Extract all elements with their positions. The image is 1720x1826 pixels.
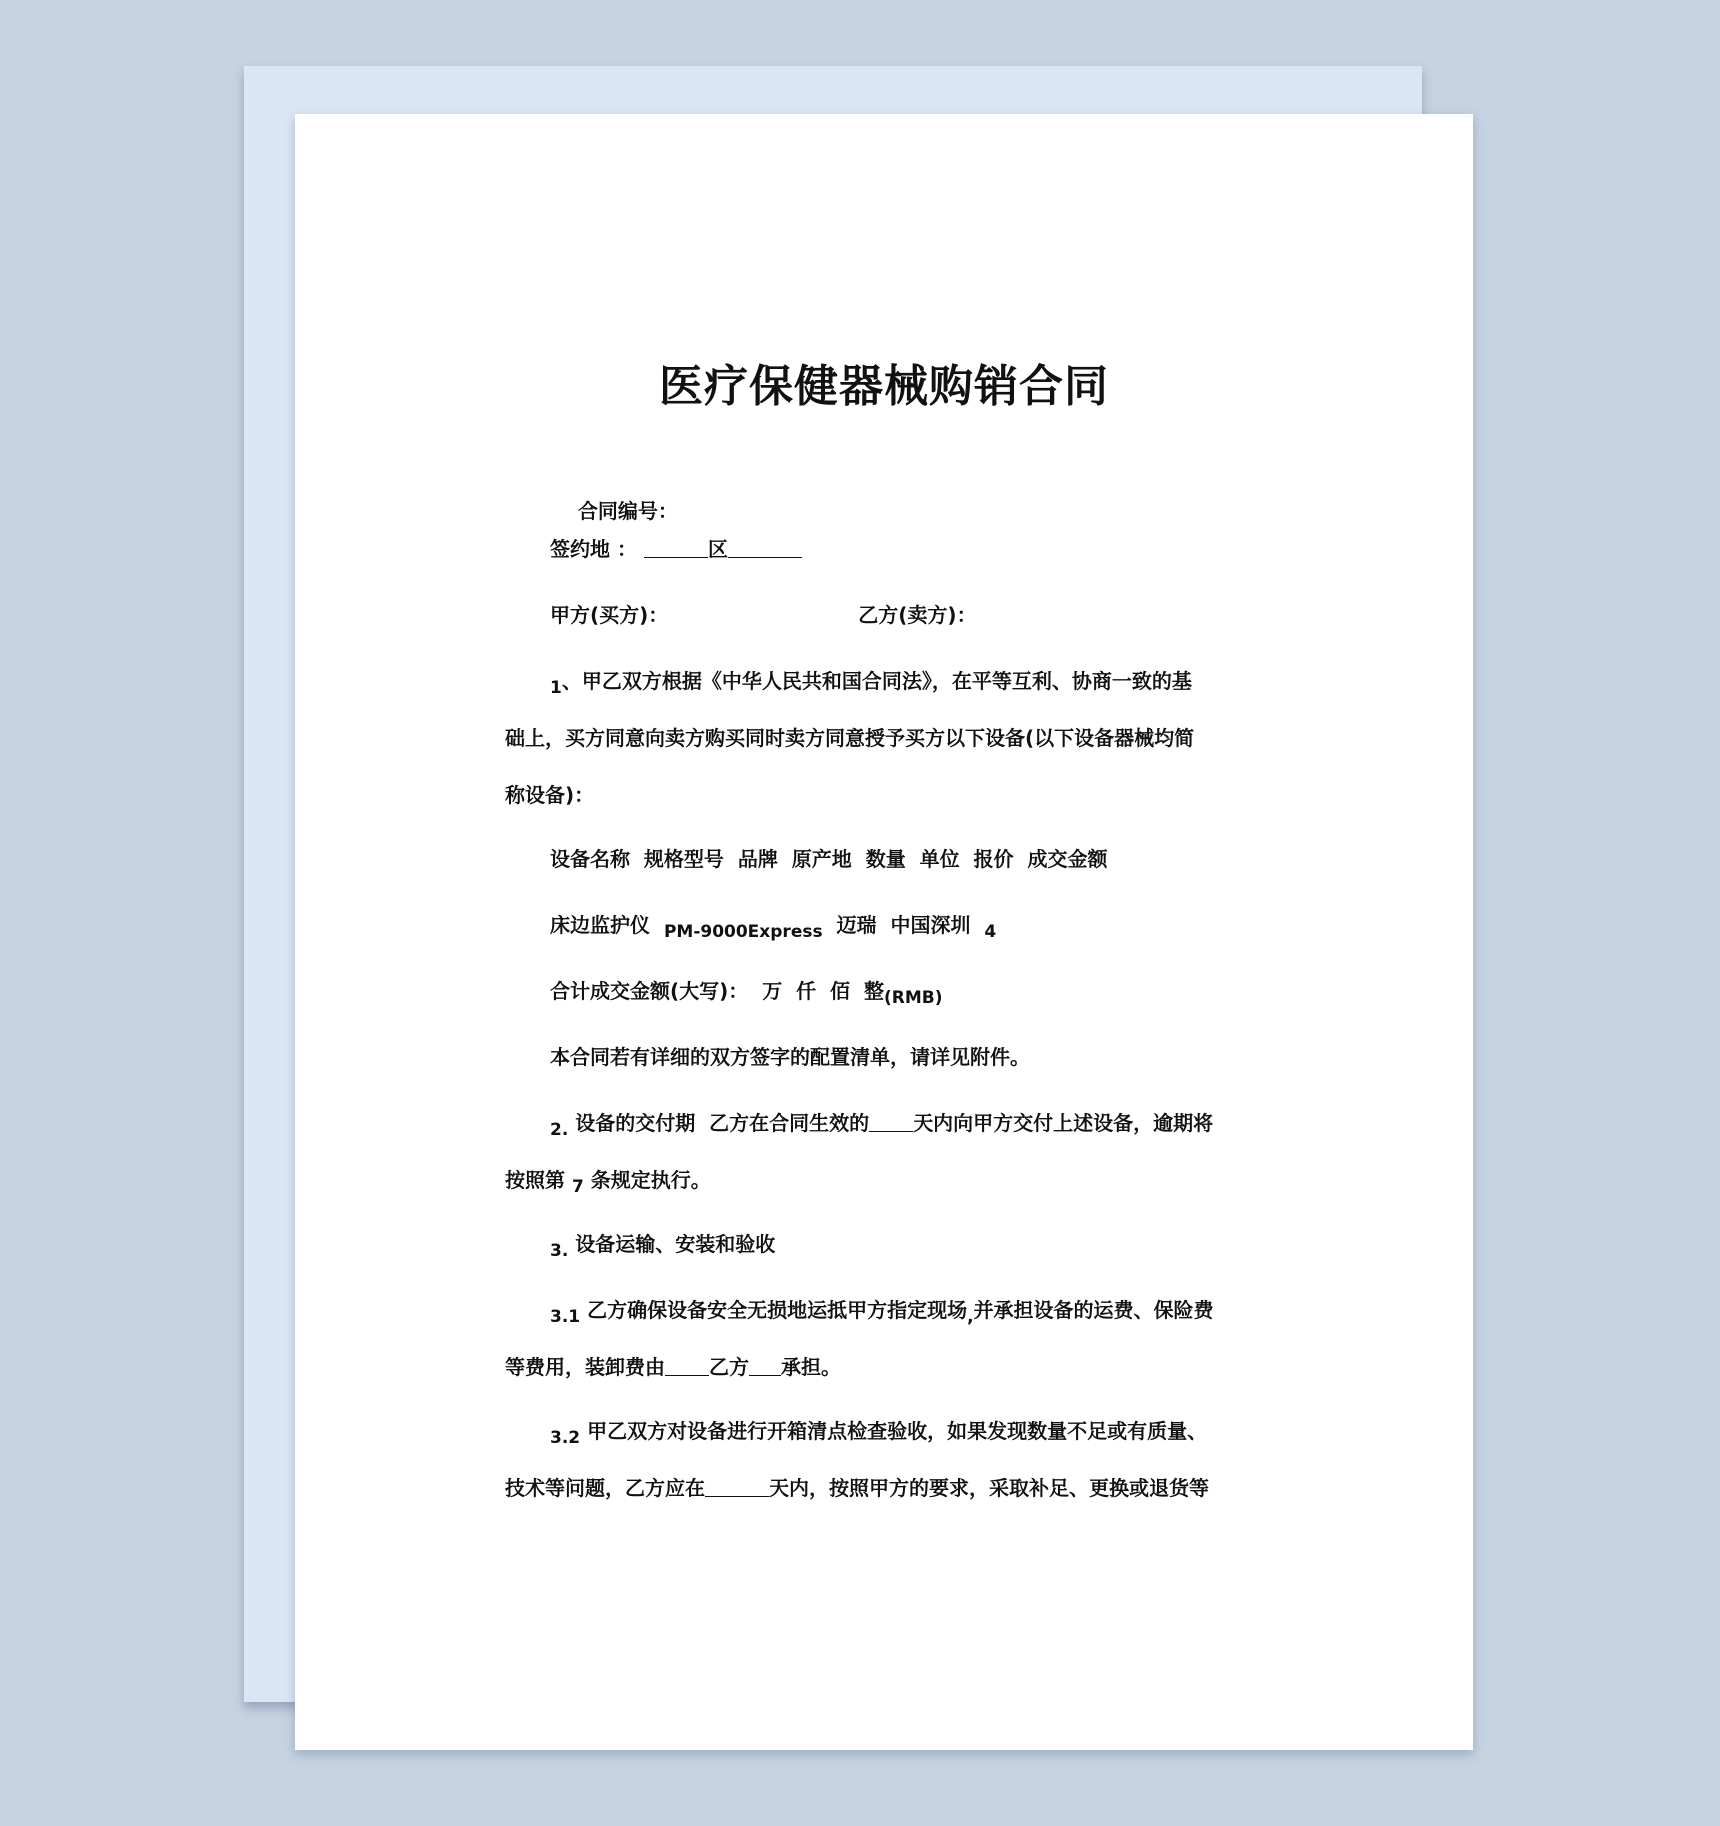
party-a-colon: ： [648, 603, 669, 627]
clause-3-2-line-2 [505, 1474, 1209, 1502]
total-label: 合计成交金额 [550, 979, 670, 1003]
clause-3-2-line-2-a: 技术等问题，乙方应在 [505, 1476, 705, 1500]
unloading-blank-2 [749, 1355, 781, 1376]
clause-2-line-1 [550, 1109, 1213, 1139]
document-page [295, 114, 1473, 1750]
party-a-role: (买方) [590, 603, 649, 627]
equipment-table-header: 设备名称 规格型号 品牌 原产地 数量 单位 报价 成交金额 [550, 847, 1108, 871]
clause-2-text-a: 设备的交付期 乙方在合同生效的 [568, 1111, 870, 1135]
clause-3-1-line-1 [550, 1296, 1214, 1326]
attachment-note: 本合同若有详细的双方签字的配置清单，请详见附件。 [550, 1045, 1030, 1069]
clause-2-text-b: 天内向甲方交付上述设备，逾期将 [913, 1111, 1214, 1135]
total-currency: (RMB) [883, 988, 943, 1008]
total-amount-line [550, 977, 943, 1007]
sign-place-district: 区 [707, 537, 728, 561]
clause-3-1-text-b: 并承担设备的运费、保险费 [973, 1298, 1214, 1322]
party-b-label: 乙方 [858, 603, 899, 627]
item-quantity: 4 [984, 922, 997, 942]
sign-place-district-blank [728, 537, 802, 558]
clause-3-1-number: 3.1 [550, 1307, 581, 1327]
remedy-days-blank [705, 1476, 769, 1497]
clause-3-2-number: 3.2 [550, 1428, 581, 1448]
clause-3-heading [550, 1230, 775, 1260]
clause-3-2-line-1 [550, 1417, 1207, 1447]
clause-1-text-1: 、甲乙双方根据《中华人民共和国合同法》，在平等互利、协商一致的基 [561, 669, 1192, 693]
clause-1-line-2 [505, 724, 1194, 752]
clause-3-number: 3. [550, 1241, 569, 1261]
item-model: PM-9000Express [663, 922, 823, 942]
clause-3-2-line-2-b: 天内，按照甲方的要求，采取补足、更换或退货等 [769, 1476, 1209, 1500]
total-paren: (大写) [670, 979, 729, 1003]
clause-1-number: 1 [550, 678, 562, 698]
unloading-blank-1 [665, 1355, 709, 1376]
clause-2-ref-number: 7 [571, 1177, 584, 1197]
clause-2-line-2-a: 按照第 [505, 1168, 565, 1192]
delivery-days-blank [869, 1111, 913, 1132]
item-name: 床边监护仪 [550, 913, 650, 937]
parties-line [550, 601, 977, 629]
party-a-label: 甲方 [550, 603, 590, 627]
contract-number-label: 合同编号： [577, 499, 678, 523]
sign-place-line [550, 535, 802, 563]
item-origin: 中国深圳 [890, 913, 971, 937]
document-title: 医疗保健器械购销合同 [659, 361, 1109, 412]
party-b-colon: ： [956, 603, 977, 627]
clause-3-1-party: 乙方 [709, 1355, 749, 1379]
clause-1-text-2: 础上，买方同意向卖方购买同时卖方同意授予买方以下设备 [505, 726, 1025, 750]
clause-2-number: 2. [550, 1120, 569, 1140]
clause-1-line-3 [505, 781, 594, 809]
total-units: ： 万 仟 佰 整 [728, 979, 884, 1003]
clause-3-1-line-2-a: 等费用，装卸费由 [505, 1355, 665, 1379]
sign-place-city-blank [644, 537, 708, 558]
clause-1-text-2-tail: (以下设备器械均简 [1025, 726, 1195, 750]
clause-1-line-1 [550, 667, 1192, 697]
clause-3-2-text-1: 甲乙双方对设备进行开箱清点检查验收，如果发现数量不足或有质量、 [587, 1419, 1208, 1443]
equipment-table-row [550, 911, 996, 941]
clause-1-text-3-tail: )： [565, 783, 595, 807]
clause-3-1-line-2 [505, 1353, 841, 1381]
sign-place-label: 签约地 ： [550, 537, 637, 561]
clause-2-line-2-b: 条规定执行。 [590, 1168, 711, 1192]
clause-3-1-comma: , [967, 1307, 974, 1327]
party-b-role: (卖方) [898, 603, 957, 627]
clause-3-1-text-a: 乙方确保设备安全无损地运抵甲方指定现场 [587, 1298, 968, 1322]
clause-3-text: 设备运输、安装和验收 [568, 1232, 776, 1256]
clause-2-line-2 [505, 1166, 711, 1196]
clause-3-1-line-2-b: 承担。 [781, 1355, 841, 1379]
clause-1-text-3: 称设备 [505, 783, 565, 807]
item-brand: 迈瑞 [836, 913, 877, 937]
